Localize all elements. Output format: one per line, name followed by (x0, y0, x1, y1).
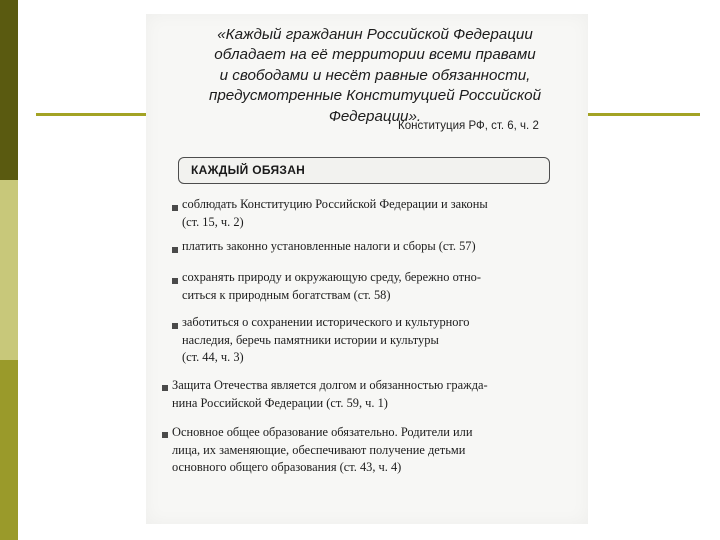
bullet-square-icon (172, 247, 178, 253)
quote-line: предусмотренные Конституцией Российской (208, 87, 542, 105)
bullet-square-icon (162, 385, 168, 391)
bullet-square-icon (162, 432, 168, 438)
list-item (182, 314, 469, 367)
list-item-line: платить законно установленные налоги и сборы (ст. 57) (182, 239, 476, 253)
quote-line: Федерации». (328, 107, 422, 125)
list-item-line: соблюдать Конституцию Российской Федерации и законы (182, 197, 488, 211)
list-item-line: заботиться о сохранении исторического и культурного (182, 315, 470, 329)
quote-line: «Каждый гражданин Российской Федерации (217, 26, 533, 43)
heading-box (178, 157, 550, 184)
list-item-line: наследия, беречь памятники истории и культуры (182, 332, 439, 347)
quote-line: обладает на её территории всеми правами (214, 46, 536, 64)
quote-line: и свободами и несёт равные обязанности, (219, 66, 531, 84)
list-item (172, 424, 472, 477)
left-band-middle (0, 180, 18, 360)
list-item (182, 238, 476, 256)
bullet-square-icon (172, 278, 178, 284)
list-item-line: (ст. 15, ч. 2) (182, 214, 244, 229)
bullet-square-icon (172, 323, 178, 329)
list-item-line: (ст. 44, ч. 3) (182, 350, 244, 364)
list-item-line: Защита Отечества является долгом и обязанностью гражда- (172, 378, 488, 392)
left-band-bottom (0, 360, 18, 540)
list-item (182, 269, 481, 304)
list-item-line: основного общего образования (ст. 43, ч. 4) (172, 460, 402, 474)
bullet-square-icon (172, 205, 178, 211)
list-item (182, 196, 488, 231)
title-rule-left (36, 113, 146, 116)
constitution-quote (180, 25, 570, 127)
quote-source: Конституция РФ, ст. 6, ч. 2 (398, 120, 539, 132)
title-rule-right (588, 113, 700, 116)
list-item-line: сохранять природу и окружающую среду, бережно отно- (182, 270, 481, 284)
list-item-line: Основное общее образование обязательно. Родители или (172, 425, 473, 439)
left-band-top (0, 0, 18, 180)
list-item-line: лица, их заменяющие, обеспечивают получение детьми (172, 442, 466, 457)
list-item (172, 377, 488, 412)
heading-title: КАЖДЫЙ ОБЯЗАН (191, 163, 306, 177)
list-item-line: нина Российской Федерации (ст. 59, ч. 1) (172, 395, 388, 410)
list-item-line: ситься к природным богатствам (ст. 58) (182, 287, 391, 302)
